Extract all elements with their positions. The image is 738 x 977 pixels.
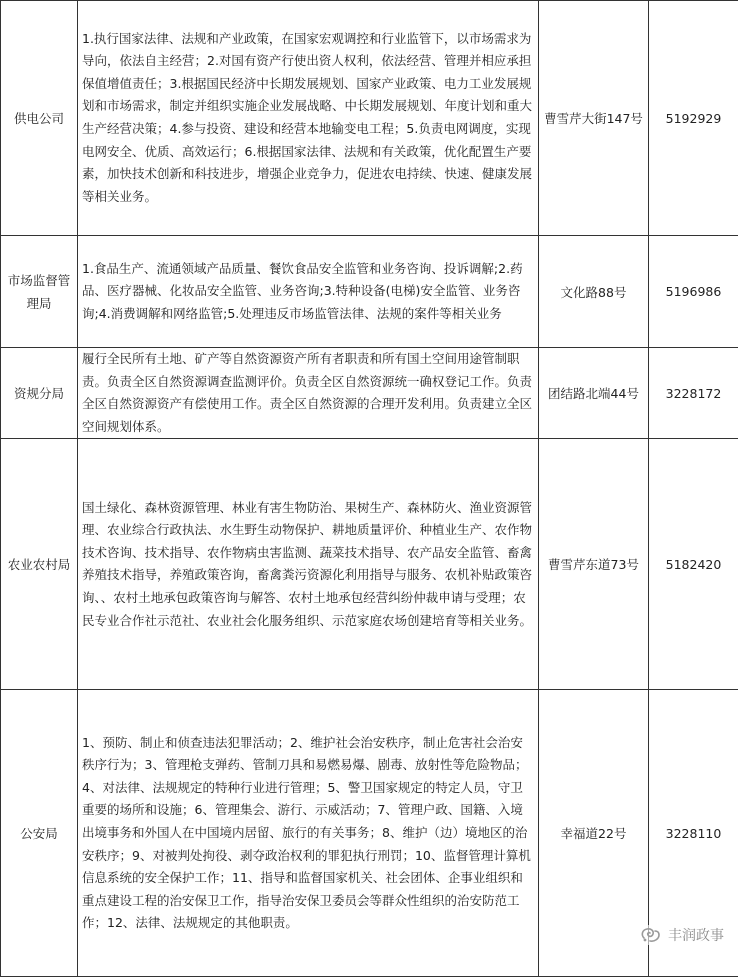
department-duties: 1.食品生产、流通领域产品质量、餐饮食品安全监管和业务咨询、投诉调解;2.药品、医疗器械、化妆品安全监管、业务咨询;3.特种设备(电梯)安全监管、业务咨询;4.消费调解和网络监管;5.处理违反市场监管法律、法规的案件等相关业务 <box>78 236 539 348</box>
department-duties: 1、预防、制止和侦查违法犯罪活动；2、维护社会治安秩序，制止危害社会治安秩序行为；3、管理枪支弹药、管制刀具和易燃易爆、剧毒、放射性等危险物品；4、对法律、法规规定的特种行业进行管理；5、警卫国家规定的特定人员，守卫重要的场所和设施；6、管理集会、游行、示威活动；7、管理户政、国籍、入境出境事务和外国人在中国境内居留、旅行的有关事务；8、维护（边）境地区的治安秩序；9、对被判处拘役、剥夺政治权利的罪犯执行刑罚；10、监督管理计算机信息系统的安全保护工作；11、指导和监督国家机关、社会团体、企事业组织和重点建设工程的治安保卫工作，指导治安保卫委员会等群众性组织的治安防范工作；12、法律、法规规定的其他职责。 <box>78 690 539 977</box>
department-phone: 3228110 <box>649 690 738 977</box>
department-address: 曹雪芹大街147号 <box>539 1 649 236</box>
wechat-official-account-icon <box>640 926 662 944</box>
department-address: 文化路88号 <box>539 236 649 348</box>
department-address: 团结路北端44号 <box>539 348 649 439</box>
department-phone: 5192929 <box>649 1 738 236</box>
department-name: 公安局 <box>1 690 78 977</box>
department-phone: 5182420 <box>649 439 738 690</box>
department-duties: 履行全民所有土地、矿产等自然资源资产所有者职责和所有国土空间用途管制职责。负责全区自然资源调查监测评价。负责全区自然资源统一确权登记工作。负责全区自然资源资产有偿使用工作。责全区自然资源的合理开发利用。负责建立全区空间规划体系。 <box>78 348 539 439</box>
department-name: 市场监督管理局 <box>1 236 78 348</box>
department-address: 曹雪芹东道73号 <box>539 439 649 690</box>
department-name: 供电公司 <box>1 1 78 236</box>
department-duties: 国土绿化、森林资源管理、林业有害生物防治、果树生产、森林防火、渔业资源管理、农业综合行政执法、水生野生动物保护、耕地质量评价、种植业生产、农作物技术咨询、技术指导、农作物病虫害监测、蔬菜技术指导、农产品安全监管、畜禽养殖技术指导，养殖政策咨询，畜禽粪污资源化利用指导与服务、农机补贴政策咨询、、农村土地承包政策咨询与解答、农村土地承包经营纠纷仲裁申请与受理；农民专业合作社示范社、农业社会化服务组织、示范家庭农场创建培育等相关业务。 <box>78 439 539 690</box>
department-name: 农业农村局 <box>1 439 78 690</box>
department-duties: 1.执行国家法律、法规和产业政策，在国家宏观调控和行业监管下，以市场需求为导向，依法自主经营；2.对国有资产行使出资人权利，依法经营、管理并相应承担保值增值责任；3.根据国民经济中长期发展规划、国家产业政策、电力工业发展规划和市场需求，制定并组织实施企业发展战略、中长期发展规划、年度计划和重大生产经营决策；4.参与投资、建设和经营本地输变电工程；5.负责电网调度，实现电网安全、优质、高效运行；6.根据国家法律、法规和有关政策，优化配置生产要素，加快技术创新和科技进步，增强企业竞争力，促进农电持续、快速、健康发展等相关业务。 <box>78 1 539 236</box>
table-row <box>1 1 738 236</box>
department-address: 幸福道22号 <box>539 690 649 977</box>
department-phone: 5196986 <box>649 236 738 348</box>
department-phone: 3228172 <box>649 348 738 439</box>
watermark-text: 丰润政事 <box>668 925 724 945</box>
table-row <box>1 439 738 690</box>
table-row <box>1 348 738 439</box>
table-row <box>1 236 738 348</box>
source-watermark <box>640 925 724 945</box>
table-row <box>1 690 738 977</box>
department-name: 资规分局 <box>1 348 78 439</box>
